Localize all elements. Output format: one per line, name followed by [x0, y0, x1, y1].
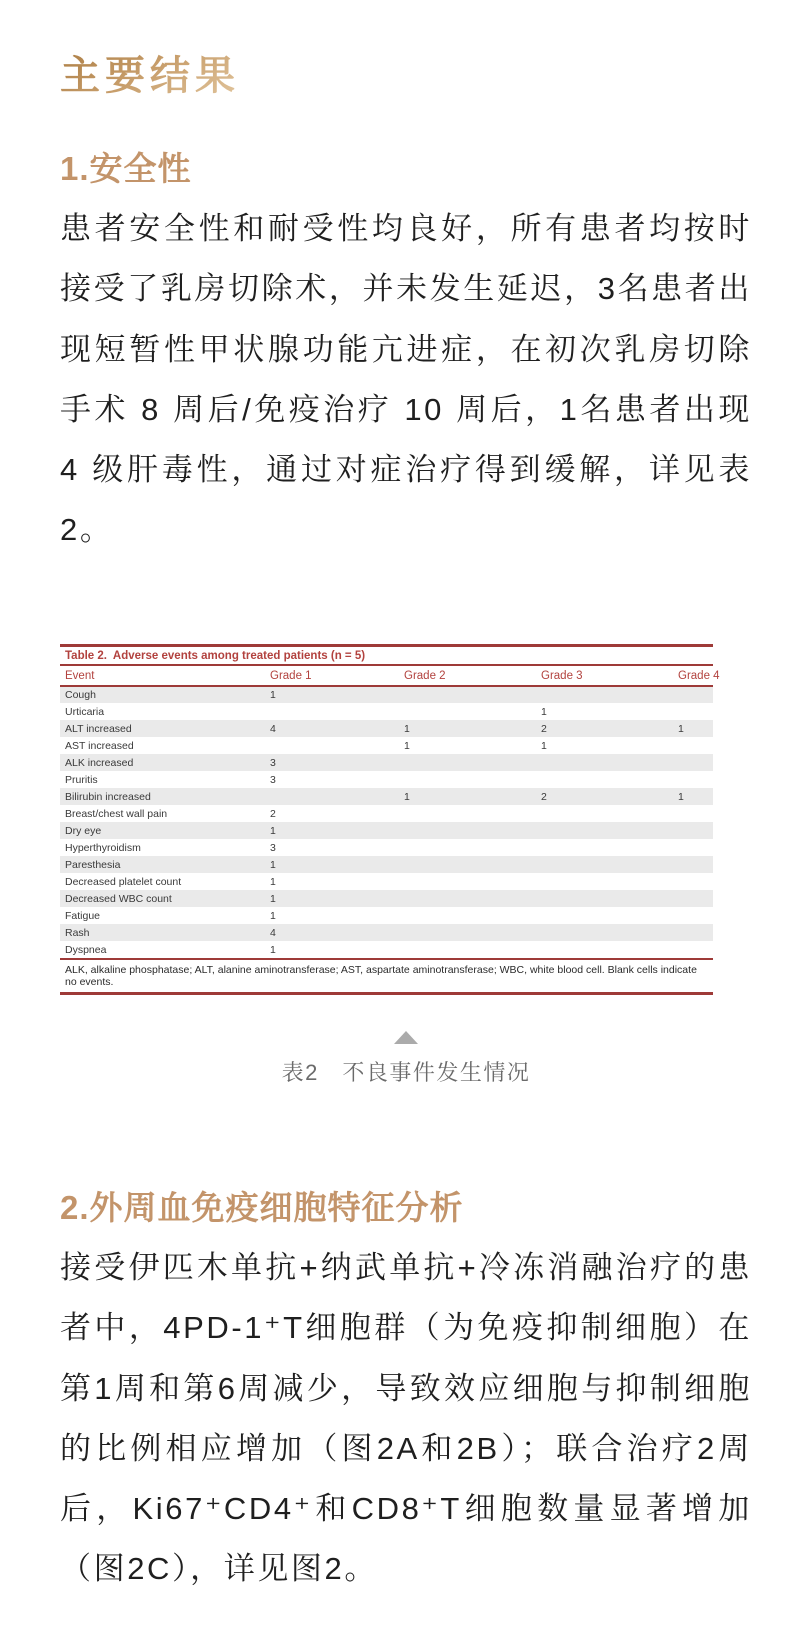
table-row — [60, 754, 713, 771]
section-1-paragraph: 患者安全性和耐受性均良好，所有患者均按时接受了乳房切除术，并未发生延迟，3名患者出现短暂性甲状腺功能亢进症，在初次乳房切除手术 8 周后/免疫治疗 10 周后，1名患者出现 4 级肝毒性，通过对症治疗得到缓解，详见表2。 — [60, 211, 752, 547]
table-row — [60, 720, 713, 737]
table-row — [60, 873, 713, 890]
table-row — [60, 822, 713, 839]
grade-count-cell: 3 — [270, 756, 276, 769]
grade-count-cell — [541, 805, 678, 822]
grade-count-cell — [270, 737, 404, 754]
grade-count-cell — [404, 771, 541, 788]
grade-count-cell: 1 — [270, 875, 276, 888]
grade-count-cell: 1 — [270, 892, 276, 905]
column-header-grade-3: Grade 3 — [541, 670, 583, 682]
adverse-events-table — [60, 644, 720, 995]
table-body — [60, 686, 713, 958]
grade-count-cell: 1 — [678, 790, 684, 803]
collapse-triangle-icon — [394, 1031, 418, 1044]
grade-count-cell: 1 — [404, 790, 410, 803]
grade-count-cell: 1 — [541, 705, 547, 718]
section-safety — [60, 148, 752, 560]
event-cell: Decreased platelet count — [65, 875, 182, 888]
grade-count-cell: 1 — [270, 909, 276, 922]
grade-count-cell — [678, 907, 713, 924]
grade-count-cell — [404, 924, 541, 941]
event-cell: AST increased — [65, 739, 134, 752]
event-cell: ALT increased — [65, 722, 132, 735]
grade-count-cell — [404, 890, 541, 907]
grade-count-cell — [541, 907, 678, 924]
grade-count-cell — [678, 941, 713, 958]
table-row — [60, 771, 713, 788]
grade-count-cell: 3 — [270, 773, 276, 786]
table-header-row — [60, 666, 713, 686]
grade-count-cell — [541, 856, 678, 873]
column-header-grade-4: Grade 4 — [678, 670, 720, 682]
event-cell: Breast/chest wall pain — [65, 807, 168, 820]
grade-count-cell: 2 — [541, 722, 547, 735]
grade-count-cell — [678, 856, 713, 873]
grade-count-cell — [678, 754, 713, 771]
grade-count-cell — [270, 788, 404, 805]
grade-count-cell — [678, 737, 713, 754]
event-cell: Cough — [65, 689, 96, 701]
column-header-event: Event — [65, 670, 95, 682]
grade-count-cell — [541, 941, 678, 958]
grade-count-cell: 2 — [270, 807, 276, 820]
grade-count-cell — [541, 873, 678, 890]
grade-count-cell — [678, 686, 713, 703]
section-1-heading: 1.安全性 — [60, 150, 192, 187]
event-cell: Dyspnea — [65, 943, 107, 956]
table-row — [60, 907, 713, 924]
column-header-grade-2: Grade 2 — [404, 670, 446, 682]
column-header-grade-1: Grade 1 — [270, 670, 312, 682]
grade-count-cell: 1 — [270, 824, 276, 837]
grade-count-cell — [404, 907, 541, 924]
event-cell: Fatigue — [65, 909, 101, 922]
grade-count-cell — [541, 822, 678, 839]
grade-count-cell — [541, 924, 678, 941]
grade-count-cell — [541, 686, 678, 703]
grade-count-cell: 3 — [270, 841, 276, 854]
grade-count-cell: 2 — [541, 790, 547, 803]
event-cell: Dry eye — [65, 824, 102, 837]
grade-count-cell: 4 — [270, 926, 276, 939]
adverse-events-grid — [60, 666, 720, 958]
event-cell: Rash — [65, 926, 90, 939]
table-row — [60, 839, 713, 856]
grade-count-cell — [541, 890, 678, 907]
grade-count-cell — [678, 805, 713, 822]
table-row — [60, 856, 713, 873]
grade-count-cell — [541, 839, 678, 856]
grade-count-cell: 1 — [541, 739, 547, 752]
table-title: Table 2. Adverse events among treated patients (n = 5) — [60, 644, 713, 666]
event-cell: Paresthesia — [65, 858, 121, 871]
grade-count-cell — [404, 822, 541, 839]
table-row — [60, 924, 713, 941]
adverse-events-figure — [60, 644, 752, 1087]
event-cell: Pruritis — [65, 773, 98, 786]
table-row — [60, 788, 713, 805]
grade-count-cell — [678, 890, 713, 907]
grade-count-cell — [404, 686, 541, 703]
grade-count-cell — [404, 703, 541, 720]
grade-count-cell: 1 — [678, 722, 684, 735]
grade-count-cell — [404, 805, 541, 822]
event-cell: Decreased WBC count — [65, 892, 172, 905]
grade-count-cell — [404, 856, 541, 873]
table-row — [60, 737, 713, 754]
grade-count-cell — [678, 822, 713, 839]
grade-count-cell: 1 — [404, 739, 410, 752]
table-row — [60, 805, 713, 822]
grade-count-cell — [678, 873, 713, 890]
grade-count-cell: 1 — [404, 722, 410, 735]
table-row — [60, 890, 713, 907]
table-footnote: ALK, alkaline phosphatase; ALT, alanine aminotransferase; AST, aspartate aminotransferase; WBC, white blood cell. Blank cells indicate no events. — [60, 958, 713, 995]
grade-count-cell — [541, 754, 678, 771]
table-row — [60, 941, 713, 958]
grade-count-cell — [678, 703, 713, 720]
section-immune-cells — [60, 1187, 752, 1599]
grade-count-cell — [541, 771, 678, 788]
grade-count-cell — [404, 941, 541, 958]
grade-count-cell — [404, 873, 541, 890]
event-cell: ALK increased — [65, 756, 134, 769]
grade-count-cell — [678, 839, 713, 856]
table-row — [60, 703, 713, 720]
grade-count-cell — [678, 771, 713, 788]
grade-count-cell: 1 — [270, 858, 276, 871]
event-cell: Hyperthyroidism — [65, 841, 141, 854]
event-cell: Urticaria — [65, 705, 105, 718]
event-cell: Bilirubin increased — [65, 790, 151, 803]
table-row — [60, 686, 713, 703]
grade-count-cell — [404, 839, 541, 856]
section-2-paragraph: 接受伊匹木单抗+纳武单抗+冷冻消融治疗的患者中，4PD-1⁺T细胞群（为免疫抑制细胞）在第1周和第6周减少，导致效应细胞与抑制细胞的比例相应增加（图2A和2B）；联合治疗2周后，Ki67⁺CD4⁺和CD8⁺T细胞数量显著增加（图2C），详见图2。 — [60, 1250, 752, 1586]
grade-count-cell: 1 — [270, 943, 276, 956]
grade-count-cell — [678, 924, 713, 941]
grade-count-cell: 1 — [270, 689, 276, 701]
grade-count-cell: 4 — [270, 722, 276, 735]
section-2-heading: 2.外周血免疫细胞特征分析 — [60, 1189, 464, 1226]
table-caption: 表2 不良事件发生情况 — [281, 1060, 531, 1085]
page-title: 主要结果 — [60, 53, 240, 98]
grade-count-cell — [404, 754, 541, 771]
grade-count-cell — [270, 703, 404, 720]
